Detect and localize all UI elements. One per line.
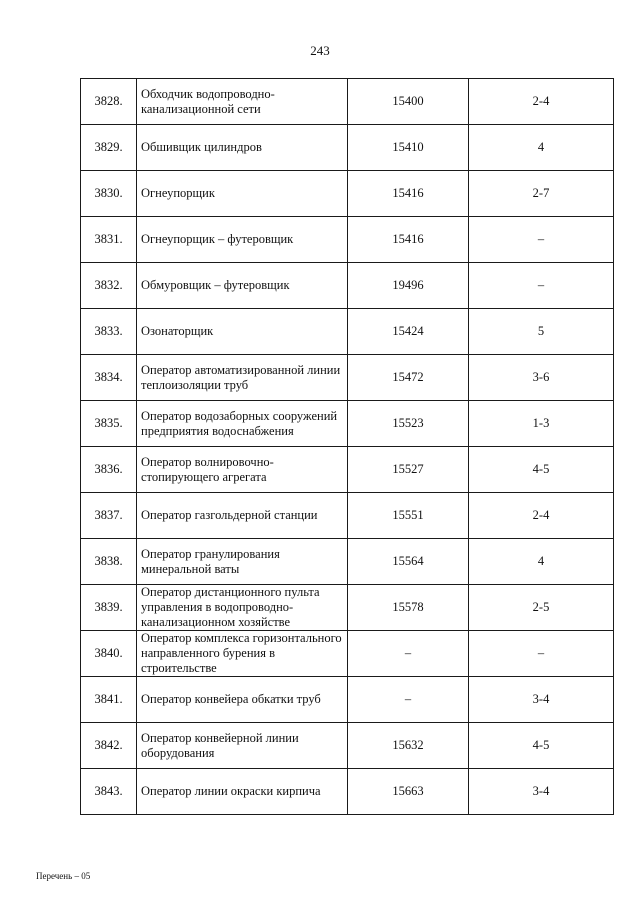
table-row bbox=[81, 723, 614, 769]
profession-code: 15527 bbox=[348, 447, 469, 493]
table-row bbox=[81, 585, 614, 631]
profession-code: 15472 bbox=[348, 355, 469, 401]
grade-range: 3-4 bbox=[469, 769, 614, 815]
row-number: 3832. bbox=[81, 263, 137, 309]
profession-code: 15424 bbox=[348, 309, 469, 355]
grade-range: – bbox=[469, 631, 614, 677]
profession-name: Озонаторщик bbox=[137, 309, 348, 355]
profession-table bbox=[80, 78, 614, 815]
profession-name: Огнеупорщик bbox=[137, 171, 348, 217]
table-row bbox=[81, 769, 614, 815]
table-row bbox=[81, 309, 614, 355]
row-number: 3837. bbox=[81, 493, 137, 539]
table-row bbox=[81, 447, 614, 493]
profession-code: 15551 bbox=[348, 493, 469, 539]
profession-code: 15416 bbox=[348, 217, 469, 263]
grade-range: 4-5 bbox=[469, 723, 614, 769]
grade-range: – bbox=[469, 217, 614, 263]
table-row bbox=[81, 217, 614, 263]
row-number: 3836. bbox=[81, 447, 137, 493]
profession-code: 15663 bbox=[348, 769, 469, 815]
grade-range: 3-4 bbox=[469, 677, 614, 723]
row-number: 3831. bbox=[81, 217, 137, 263]
grade-range: 4 bbox=[469, 539, 614, 585]
profession-code: 19496 bbox=[348, 263, 469, 309]
profession-code: 15416 bbox=[348, 171, 469, 217]
profession-name: Обшивщик цилиндров bbox=[137, 125, 348, 171]
profession-name: Оператор газгольдерной станции bbox=[137, 493, 348, 539]
profession-name: Оператор волнировочно-стопирующего агрегата bbox=[137, 447, 348, 493]
profession-code: 15400 bbox=[348, 79, 469, 125]
row-number: 3829. bbox=[81, 125, 137, 171]
grade-range: 2-4 bbox=[469, 79, 614, 125]
grade-range: 5 bbox=[469, 309, 614, 355]
profession-code: 15410 bbox=[348, 125, 469, 171]
row-number: 3834. bbox=[81, 355, 137, 401]
profession-name: Обходчик водопроводно-канализационной сети bbox=[137, 79, 348, 125]
profession-code: 15632 bbox=[348, 723, 469, 769]
profession-code: – bbox=[348, 677, 469, 723]
grade-range: 4 bbox=[469, 125, 614, 171]
page-number: 243 bbox=[310, 43, 330, 58]
grade-range: 2-4 bbox=[469, 493, 614, 539]
grade-range: 2-5 bbox=[469, 585, 614, 631]
grade-range: 4-5 bbox=[469, 447, 614, 493]
table-row bbox=[81, 401, 614, 447]
table-row bbox=[81, 631, 614, 677]
grade-range: – bbox=[469, 263, 614, 309]
profession-name: Оператор водозаборных сооружений предприятия водоснабжения bbox=[137, 401, 348, 447]
profession-code: 15564 bbox=[348, 539, 469, 585]
table-row bbox=[81, 493, 614, 539]
profession-name: Оператор конвейерной линии оборудования bbox=[137, 723, 348, 769]
row-number: 3840. bbox=[81, 631, 137, 677]
row-number: 3843. bbox=[81, 769, 137, 815]
profession-name: Оператор конвейера обкатки труб bbox=[137, 677, 348, 723]
row-number: 3842. bbox=[81, 723, 137, 769]
grade-range: 3-6 bbox=[469, 355, 614, 401]
grade-range: 1-3 bbox=[469, 401, 614, 447]
row-number: 3833. bbox=[81, 309, 137, 355]
profession-name: Огнеупорщик – футеровщик bbox=[137, 217, 348, 263]
table-row bbox=[81, 79, 614, 125]
table-row bbox=[81, 539, 614, 585]
profession-code: 15523 bbox=[348, 401, 469, 447]
profession-code: 15578 bbox=[348, 585, 469, 631]
row-number: 3838. bbox=[81, 539, 137, 585]
row-number: 3830. bbox=[81, 171, 137, 217]
table-row bbox=[81, 677, 614, 723]
table-body bbox=[81, 79, 614, 815]
profession-name: Оператор автоматизированной линии теплоизоляции труб bbox=[137, 355, 348, 401]
profession-name: Оператор комплекса горизонтального направленного бурения в строительстве bbox=[137, 631, 348, 677]
row-number: 3828. bbox=[81, 79, 137, 125]
footer-label: Перечень – 05 bbox=[36, 871, 91, 881]
table-row bbox=[81, 263, 614, 309]
profession-name: Оператор линии окраски кирпича bbox=[137, 769, 348, 815]
row-number: 3839. bbox=[81, 585, 137, 631]
profession-name: Обмуровщик – футеровщик bbox=[137, 263, 348, 309]
profession-code: – bbox=[348, 631, 469, 677]
table-row bbox=[81, 355, 614, 401]
profession-name: Оператор гранулирования минеральной ваты bbox=[137, 539, 348, 585]
table-row bbox=[81, 125, 614, 171]
grade-range: 2-7 bbox=[469, 171, 614, 217]
row-number: 3841. bbox=[81, 677, 137, 723]
profession-name: Оператор дистанционного пульта управления в водопроводно-канализационном хозяйстве bbox=[137, 585, 348, 631]
row-number: 3835. bbox=[81, 401, 137, 447]
table-row bbox=[81, 171, 614, 217]
